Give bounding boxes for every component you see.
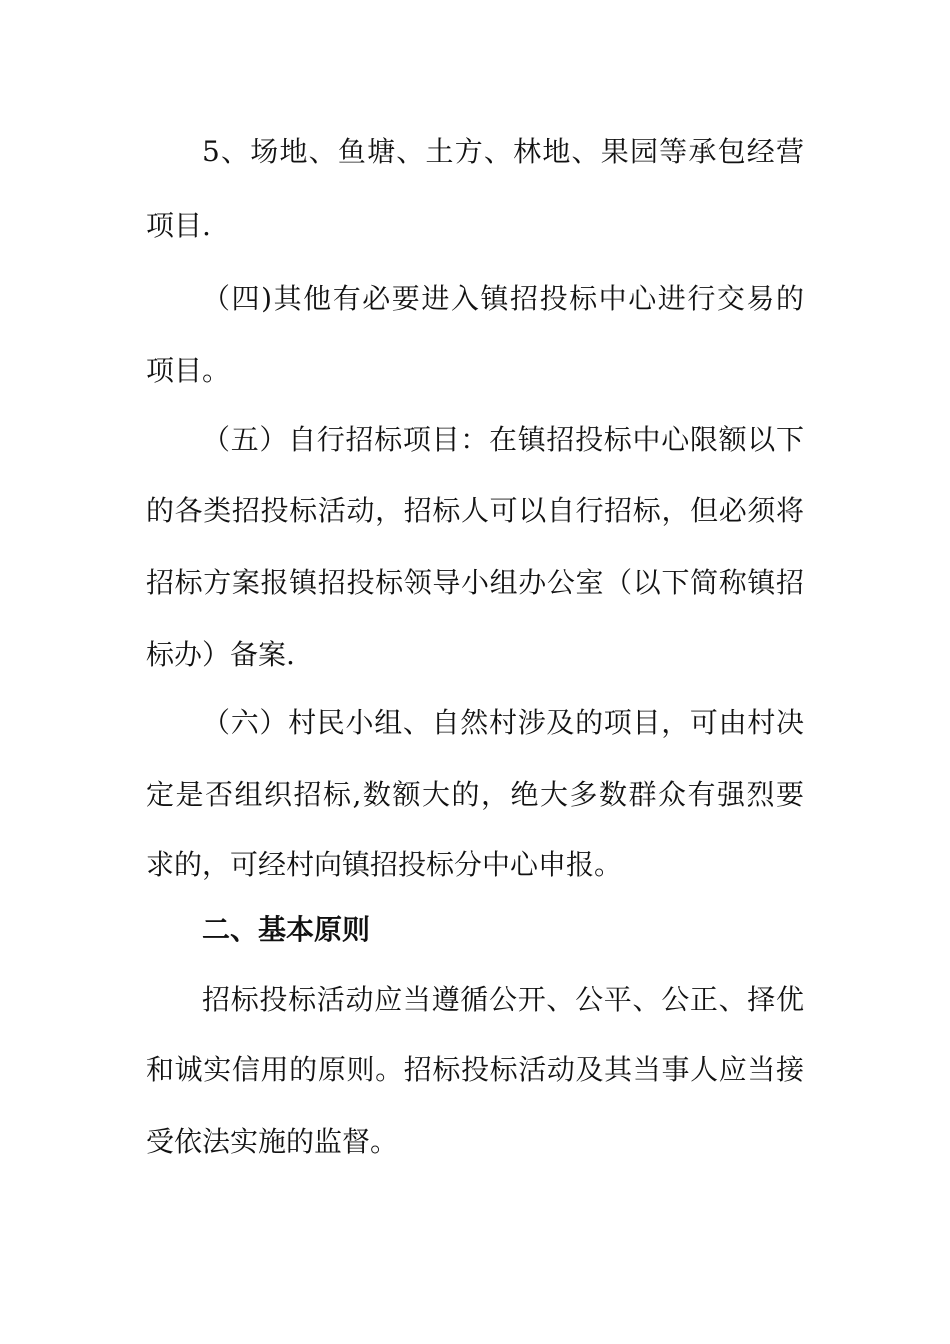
section-heading-basic-principles: 二、基本原则 xyxy=(202,913,371,946)
paragraph-item-5-line-1: 5、场地、鱼塘、土方、林地、果园等承包经营 xyxy=(202,135,804,168)
paragraph-six-line-2: 定是否组织招标,数额大的，绝大多数群众有强烈要 xyxy=(146,778,804,811)
paragraph-six-line-3: 求的，可经村向镇招投标分中心申报。 xyxy=(146,848,623,881)
paragraph-six-line-1: （六）村民小组、自然村涉及的项目，可由村决 xyxy=(202,706,804,739)
paragraph-five-line-1: （五）自行招标项目：在镇招投标中心限额以下 xyxy=(202,423,804,456)
principles-paragraph-line-1: 招标投标活动应当遵循公开、公平、公正、择优 xyxy=(202,983,804,1016)
paragraph-five-line-3: 招标方案报镇招投标领导小组办公室（以下简称镇招 xyxy=(146,566,804,599)
principles-paragraph-line-3: 受依法实施的监督。 xyxy=(146,1125,399,1158)
paragraph-item-5-line-2: 项目. xyxy=(146,209,211,242)
paragraph-five-line-2: 的各类招投标活动，招标人可以自行招标，但必须将 xyxy=(146,494,804,527)
principles-paragraph-line-2: 和诚实信用的原则。招标投标活动及其当事人应当接 xyxy=(146,1053,804,1086)
paragraph-four-line-2: 项目。 xyxy=(146,354,231,387)
paragraph-four-line-1: （四)其他有必要进入镇招投标中心进行交易的 xyxy=(202,282,804,315)
paragraph-five-line-4: 标办）备案. xyxy=(146,638,295,671)
